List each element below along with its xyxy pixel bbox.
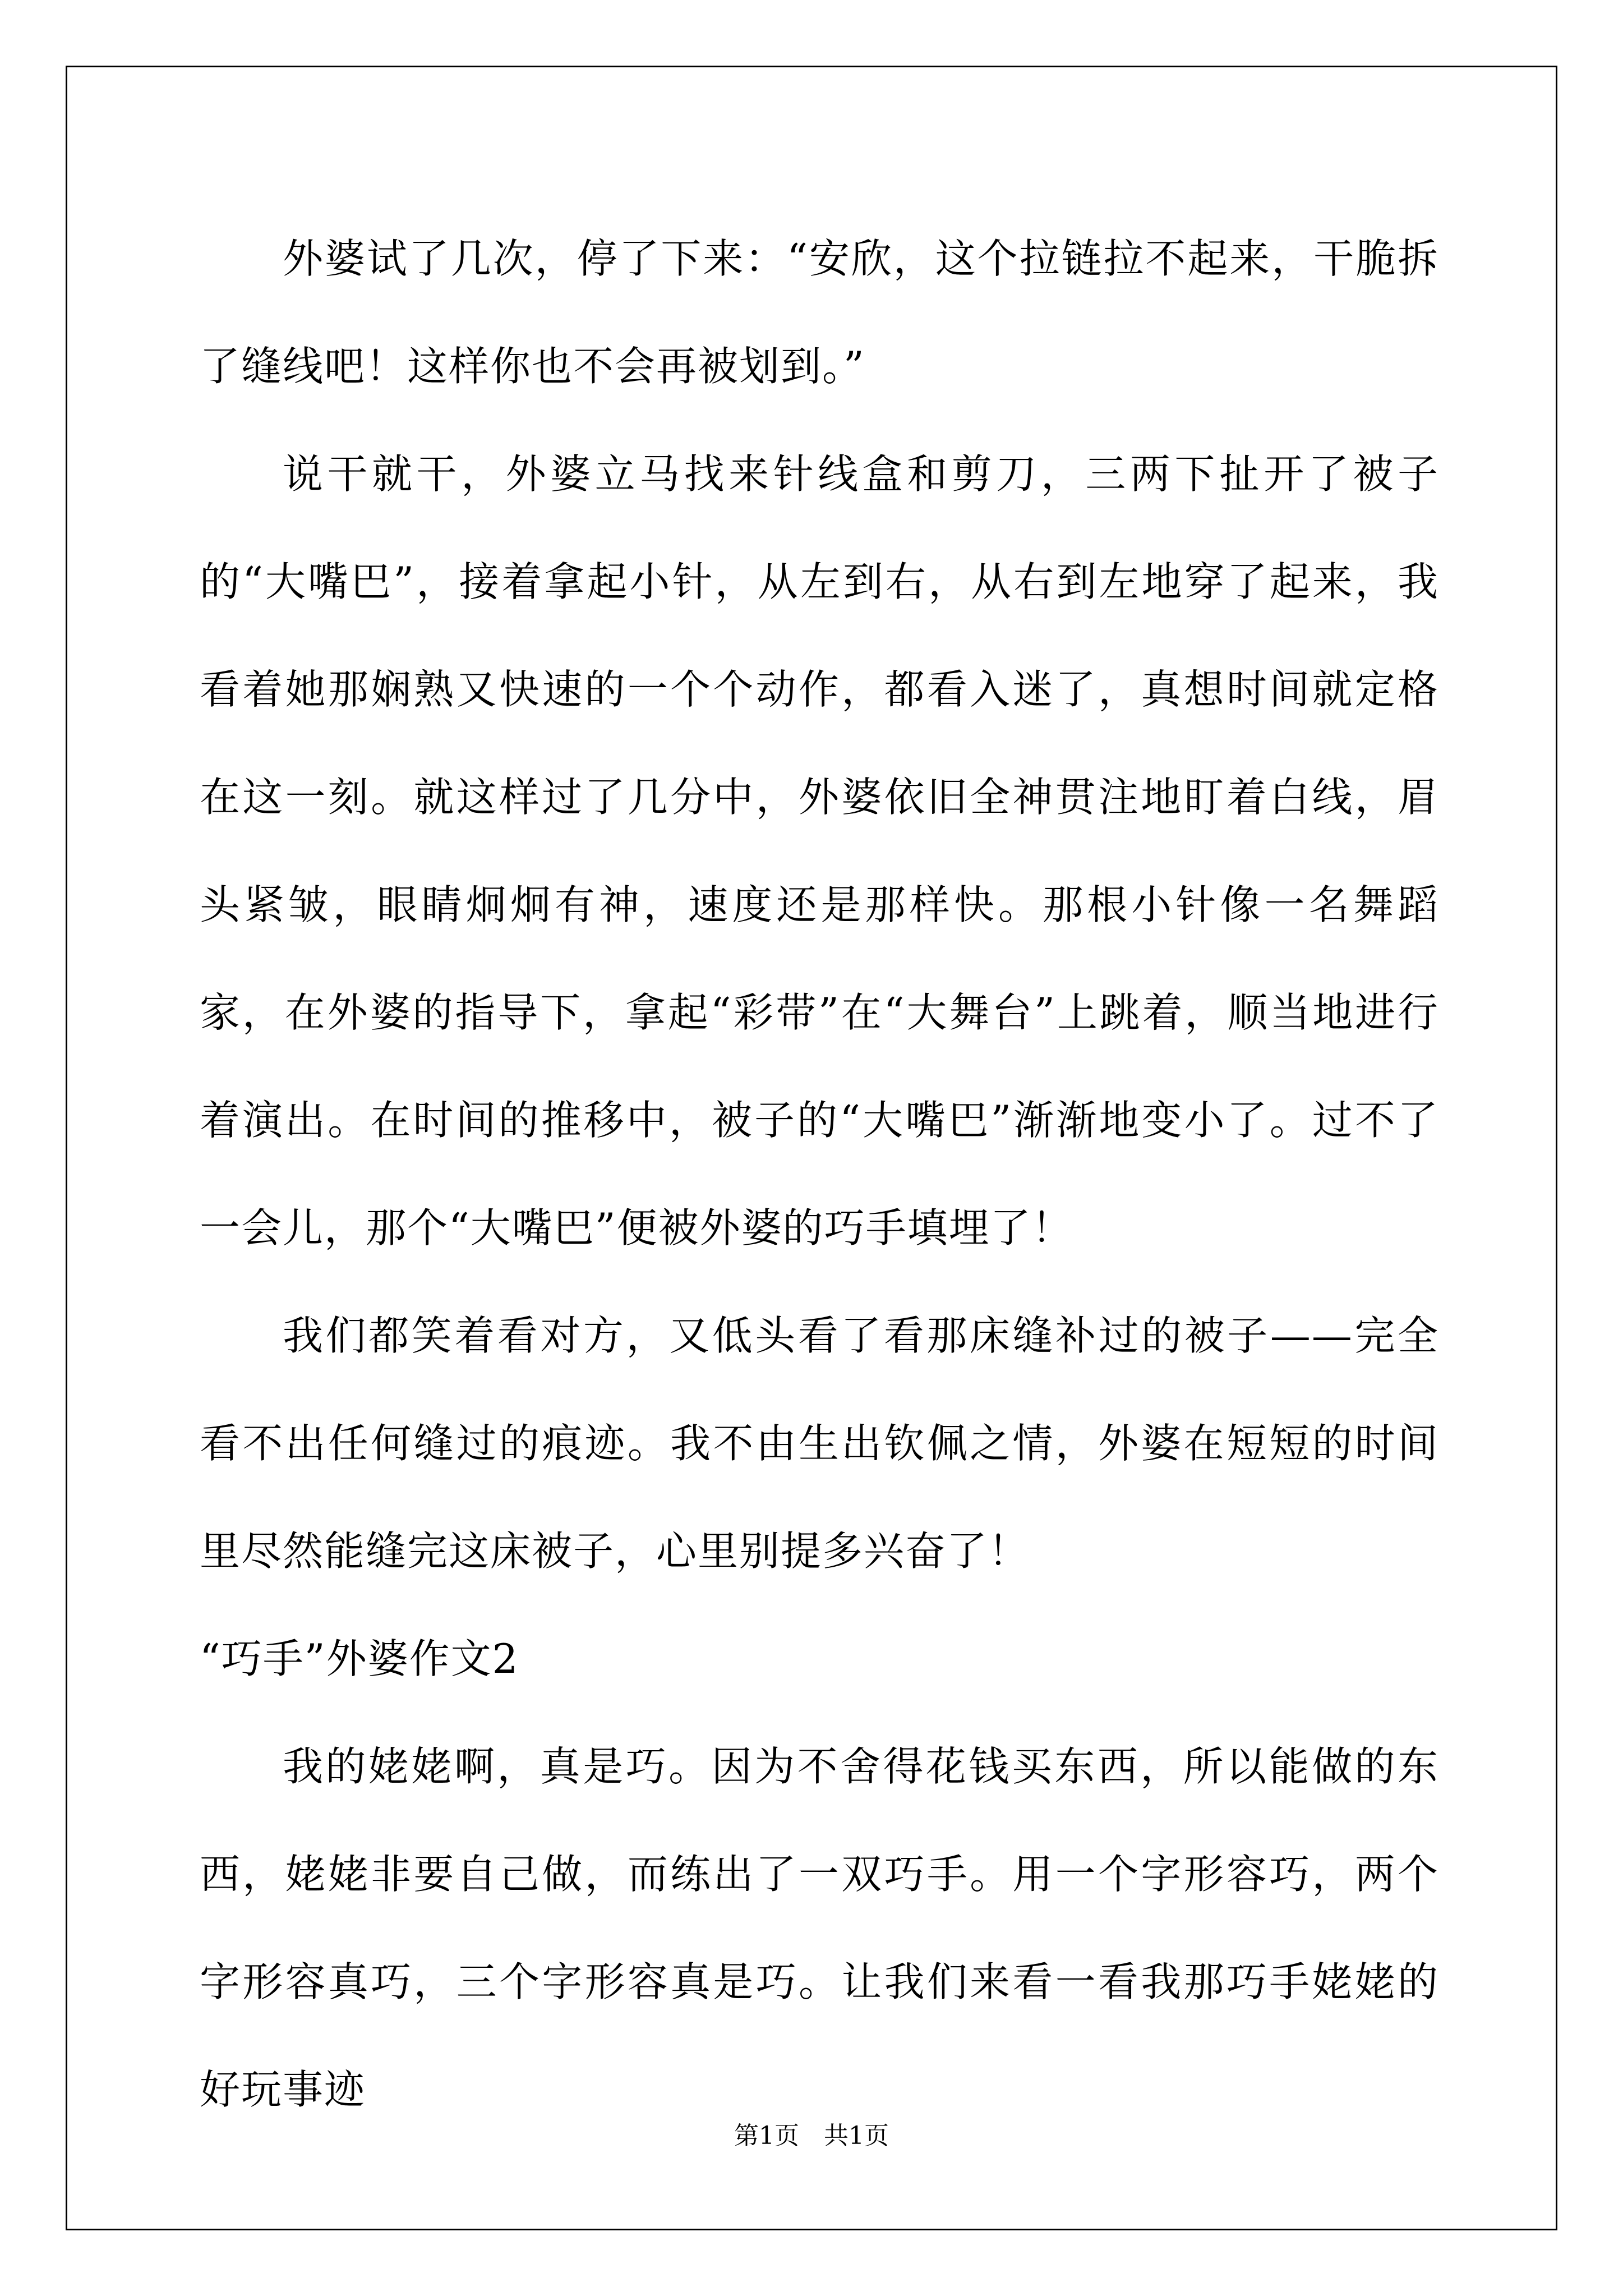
paragraph-4: 我的姥姥啊，真是巧。因为不舍得花钱买东西，所以能做的东西，姥姥非要自己做，而练出了一双巧手。用一个字形容巧，两个字形容真巧，三个字形容真是巧。让我们来看一看我那巧手姥姥的好玩事迹 [200, 1743, 1439, 2113]
document-body [200, 205, 1439, 2143]
section-heading: “巧手”外婆作文2 [200, 1635, 519, 1682]
paragraph-3: 我们都笑着看对方，又低头看了看那床缝补过的被子——完全看不出任何缝过的痕迹。我不由生出钦佩之情，外婆在短短的时间里尽然能缝完这床被子，心里别提多兴奋了！ [200, 1312, 1439, 1575]
page-footer: 第1页 共1页 [734, 2122, 889, 2150]
paragraph-1: 外婆试了几次，停了下来：“安欣，这个拉链拉不起来，干脆拆了缝线吧！这样你也不会再被划到。” [200, 235, 1439, 390]
paragraph-2: 说干就干，外婆立马找来针线盒和剪刀，三两下扯开了被子的“大嘴巴”，接着拿起小针，从左到右，从右到左地穿了起来，我看着她那娴熟又快速的一个个动作，都看入迷了，真想时间就定格在这一刻。就这样过了几分中，外婆依旧全神贯注地盯着白线，眉头紧皱，眼睛炯炯有神，速度还是那样快。那根小针像一名舞蹈家，在外婆的指导下，拿起“彩带”在“大舞台”上跳着，顺当地进行着演出。在时间的推移中，被子的“大嘴巴”渐渐地变小了。过不了一会儿，那个“大嘴巴”便被外婆的巧手填埋了！ [200, 450, 1439, 1251]
